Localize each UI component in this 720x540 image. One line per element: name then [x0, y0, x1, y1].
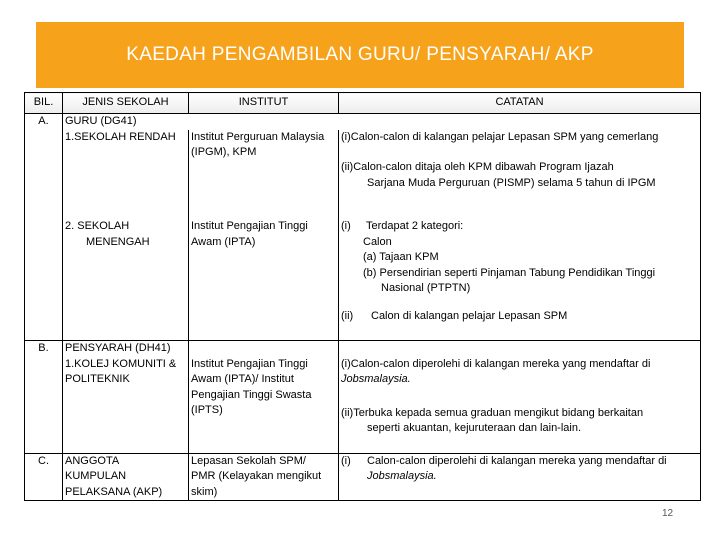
- section-a-title: GURU (DG41): [63, 114, 701, 130]
- c-catatan: (i) Calon-calon diperolehi di kalangan mereka yang mendaftar di Jobsmalaysia.: [339, 453, 701, 501]
- page-title: KAEDAH PENGAMBILAN GURU/ PENSYARAH/ AKP: [126, 44, 594, 65]
- table-row: [25, 219, 701, 341]
- table-header-row: [25, 93, 701, 114]
- b-catatan: (i)Calon-calon diperolehi di kalangan mereka yang mendaftar di Jobsmalaysia. (ii)Terbuka kepada semua graduan mengikut bidang berkaitan seperti akuantan, kejuruteraan dan lain-lain.: [339, 341, 701, 454]
- b-institut: Institut Pengajian Tinggi Awam (IPTA)/ Institut Pengajian Tinggi Swasta (IPTS): [189, 341, 339, 454]
- header-catatan: CATATAN: [339, 93, 701, 114]
- section-b-bil: B.: [25, 341, 63, 454]
- a2-institut: Institut Pengajian Tinggi Awam (IPTA): [189, 219, 339, 341]
- a1-catatan: (i)Calon-calon di kalangan pelajar Lepasan SPM yang cemerlang (ii)Calon-calon ditaja oleh KPM dibawah Program Ijazah Sarjana Muda Perguruan (PISMP) selama 5 tahun di IPGM: [339, 130, 701, 220]
- table-row: [25, 453, 701, 501]
- recruitment-table: [24, 92, 701, 501]
- header-bil: BIL.: [25, 93, 63, 114]
- section-c-bil: C.: [25, 453, 63, 501]
- header-jenis-sekolah: JENIS SEKOLAH: [63, 93, 189, 114]
- c-institut: Lepasan Sekolah SPM/ PMR (Kelayakan mengikut skim): [189, 453, 339, 501]
- slide-number: 12: [662, 508, 674, 519]
- section-a-bil: A.: [25, 114, 63, 130]
- a2-jenis: 2. SEKOLAH MENENGAH: [63, 219, 189, 341]
- c-jenis: ANGGOTA KUMPULAN PELAKSANA (AKP): [63, 453, 189, 501]
- header-institut: INSTITUT: [189, 93, 339, 114]
- table-row: [25, 130, 701, 220]
- table-row: [25, 114, 701, 130]
- a1-institut: Institut Perguruan Malaysia (IPGM), KPM: [189, 130, 339, 220]
- a1-jenis: 1.SEKOLAH RENDAH: [63, 130, 189, 220]
- title-banner: [36, 22, 684, 88]
- b-jenis: PENSYARAH (DH41) 1.KOLEJ KOMUNITI & POLITEKNIK: [63, 341, 189, 454]
- a2-catatan: (i) Terdapat 2 kategori: Calon (a) Tajaan KPM (b) Persendirian seperti Pinjaman Tabung Pendidikan Tinggi Nasional (PTPTN) (ii) Calon di kalangan pelajar Lepasan SPM: [339, 219, 701, 341]
- table-row: [25, 341, 701, 454]
